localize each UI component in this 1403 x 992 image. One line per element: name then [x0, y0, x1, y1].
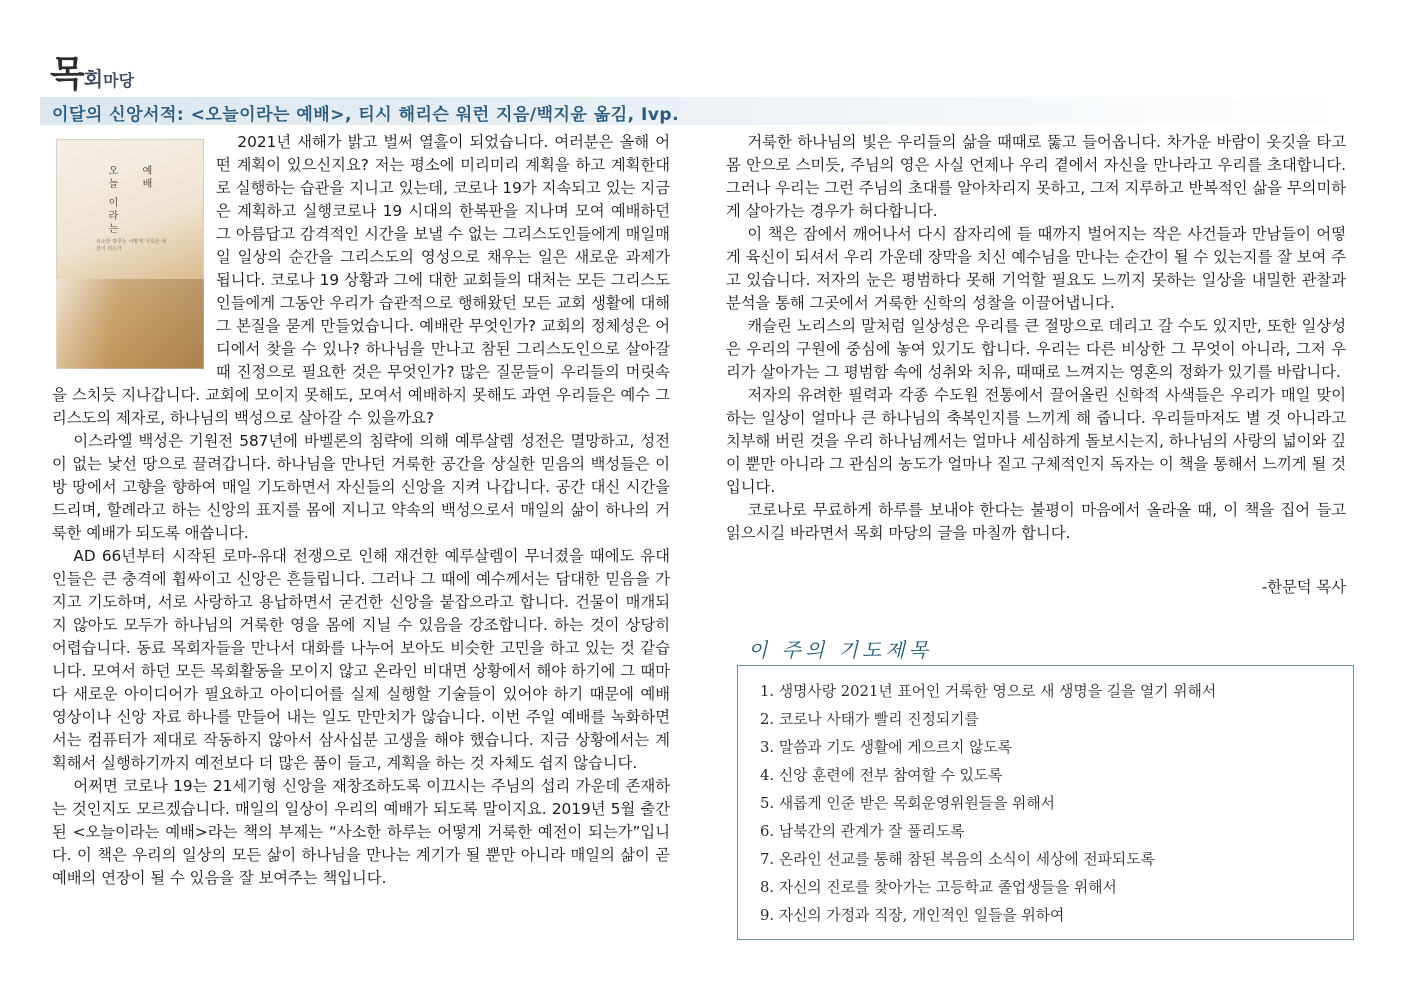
logo-char-mok: 목 [50, 53, 84, 95]
prayer-item: 9. 자신의 가정과 직장, 개인적인 일들을 위하여 [760, 907, 1065, 924]
book-cover-image [56, 139, 204, 369]
right-paragraph-3: 캐슬린 노리스의 말처럼 일상성은 우리를 큰 절망으로 데리고 갈 수도 있지만, 또한 일상성은 우리의 구원에 중심에 놓여 있기도 합니다. 우리는 다른 비상한 그 무엇이 아니라, 그저 우리가 살아가는 그 평범함 속에 성취와 치유, 때때로 느껴지는 영혼의 정화가 있기를 바랍니다. [726, 317, 1346, 381]
book-title-bar [40, 97, 1350, 125]
prayer-item: 2. 코로나 사태가 빨리 진정되기를 [760, 711, 979, 728]
prayer-item: 6. 남북간의 관계가 잘 풀리도록 [760, 823, 965, 840]
right-paragraph-5: 코로나로 무료하게 하루를 보내야 한다는 불평이 마음에서 올라올 때, 이 책을 집어 들고 읽으시길 바라면서 목회 마당의 글을 마칠까 합니다. [726, 501, 1346, 542]
book-cover-subtitle: 사소한 하루는 어떻게 거룩한 예전이 되는가 [96, 239, 166, 252]
prayer-item: 1. 생명사랑 2021년 표어인 거룩한 영으로 새 생명을 길을 열기 위해서 [760, 683, 1217, 700]
right-paragraph-1: 거룩한 하나님의 빛은 우리들의 삶을 때때로 뚫고 들어옵니다. 차가운 바람이 옷깃을 타고 몸 안으로 스미듯, 주님의 영은 사실 언제나 우리 곁에서 자신을 만나라고 우리를 초대합니다. 그러나 우리는 그런 주님의 초대를 알아차리지 못하고, 그저 지루하고 반복적인 삶을 무의미하게 살아가는 경우가 허다합니다. [726, 133, 1346, 220]
left-paragraph-4: 어쩌면 코로나 19는 21세기형 신앙을 재창조하도록 이끄시는 주님의 섭리 가운데 존재하는 것인지도 모르겠습니다. 매일의 일상이 우리의 예배가 되도록 말이지요. 2019년 5월 출간된 <오늘이라는 예배>라는 책의 부제는 “사소한 하루는 어떻게 거룩한 예전이 되는가”입니다. 이 책은 우리의 일상의 모든 삶이 하나님을 만나는 계기가 될 뿐만 아니라 매일의 삶이 곧 예배의 연장이 될 수 있음을 잘 보여주는 책입니다. [52, 777, 670, 887]
book-cover-texture [56, 279, 204, 369]
left-paragraph-1: 2021년 새해가 밝고 벌써 열흘이 되었습니다. 여러분은 올해 어떤 계획이 있으신지요? 저는 평소에 미리미리 계획을 하고 계획한대로 실행하는 습관을 지니고 있는데, 코로나 19가 지속되고 있는 지금은 계획하고 실행코로나 19 시대의 한복판을 지나며 모여 예배하던 그 아름답고 감격적인 시간을 보낼 수 없는 그리스도인들에게 매일매일 일상의 순간을 그리스도의 영성으로 채우는 일은 새로운 과제가 됩니다. 코로나 19 상황과 그에 대한 교회들의 대처는 모든 그리스도인들에게 그동안 우리가 습관적으로 행해왔던 모든 교회 생활에 대해 그 본질을 묻게 만들었습니다. 예배란 무엇인가? 교회의 정체성은 어디에서 찾을 수 있나? 하나님을 만나고 참된 그리스도인으로 살아갈 때 진정으로 필요한 것은 무엇인가? 많은 질문들이 우리들의 머릿속을 스치듯 지나갑니다. 교회에 모이지 못해도, 모여서 예배하지 못해도 과연 우리들은 예수 그리스도의 제자로, 하나님의 백성으로 살아갈 수 있을까요? [52, 133, 670, 427]
prayer-item: 3. 말씀과 기도 생활에 게으르지 않도록 [760, 739, 1013, 756]
right-column [726, 131, 1346, 545]
prayer-item: 5. 새롭게 인준 받은 목회운영위원들을 위해서 [760, 795, 1055, 812]
left-paragraph-3: AD 66년부터 시작된 로마-유대 전쟁으로 인해 재건한 예루살렘이 무너졌을 때에도 유대인들은 큰 충격에 휩싸이고 신앙은 흔들립니다. 그러나 그 때에 예수께서는 담대한 믿음을 가지고 기도하며, 서로 사랑하고 용납하면서 굳건한 신앙을 붙잡으라고 합니다. 건물이 매개되지 않아도 모두가 하나님의 거룩한 영을 몸에 지닐 수 있음을 강조합니다. 하는 것이 상당히 어렵습니다. 동료 목회자들을 만나서 대화를 나누어 보아도 비슷한 고민을 하고 있는 것 같습니다. 모여서 하던 모든 목회활동을 모이지 않고 온라인 비대면 상황에서 해야 하기에 그 때마다 새로운 아이디어가 필요하고 아이디어를 실제 실행할 기술들이 있어야 하기 때문에 예배 영상이나 신앙 자료 하나를 만들어 내는 일도 만만치가 않습니다. 이번 주일 예배를 녹화하면서는 컴퓨터가 제대로 작동하지 않아서 삼사십분 고생을 해야 했습니다. 지금 상황에서는 계획해서 실행하기까지 예전보다 더 많은 품이 들고, 계획을 하는 것 자체도 쉽지 않습니다. [52, 547, 670, 772]
section-logo [50, 46, 134, 96]
prayer-item: 7. 온라인 선교를 통해 참된 복음의 소식이 세상에 전파되도록 [760, 851, 1155, 868]
logo-madang: 마당 [103, 71, 135, 90]
prayer-heading: 이 주의 기도제목 [748, 638, 932, 662]
left-column [52, 131, 670, 890]
book-cover-title-2: 예배 [140, 165, 151, 191]
right-paragraph-4: 저자의 유려한 필력과 각종 수도원 전통에서 끌어올린 신학적 사색들은 우리가 매일 맞이하는 일상이 얼마나 큰 하나님의 축복인지를 느끼게 해 줍니다. 우리들마저도 별 것 아니라고 치부해 버린 것을 우리 하나님께서는 얼마나 세심하게 돌보시는지, 하나님의 사랑의 넓이와 깊이 뿐만 아니라 그 관심의 농도가 얼마나 짙고 구체적인지 독자는 이 책을 통해서 느끼게 될 것입니다. [726, 386, 1346, 496]
prayer-item: 4. 신앙 훈련에 전부 참여할 수 있도록 [760, 767, 1003, 784]
left-paragraph-2: 이스라엘 백성은 기원전 587년에 바벨론의 침략에 의해 예루살렘 성전은 멸망하고, 성전이 없는 낯선 땅으로 끌려갑니다. 하나님을 만나던 거룩한 공간을 상실한 믿음의 백성들은 이방 땅에서 고향을 향하여 매일 기도하면서 자신들의 신앙을 지켜 나갑니다. 공간 대신 시간을 드리며, 할례라고 하는 신앙의 표지를 몸에 지니고 약속의 백성으로서 매일의 삶이 하나의 거룩한 예배가 되도록 애씁니다. [52, 432, 670, 542]
book-title: 이달의 신앙서적: <오늘이라는 예배>, 티시 해리슨 워런 지음/백지윤 옮김, Ivp. [52, 105, 680, 125]
prayer-list-box [737, 665, 1354, 940]
book-cover-title: 오늘 이라는 [106, 165, 117, 237]
logo-char-hoe: 회 [83, 67, 104, 91]
right-paragraph-2: 이 책은 잠에서 깨어나서 다시 잠자리에 들 때까지 벌어지는 작은 사건들과 만남들이 어떻게 육신이 되셔서 우리 가운데 장막을 치신 예수님을 만나는 순간이 될 수 있는지를 잘 보여 주고 있습니다. 저자의 눈은 평범하다 못해 기억할 필요도 느끼지 못하는 일상을 내밀한 관찰과 분석을 통해 그곳에서 거룩한 신학의 성찰을 이끌어냅니다. [726, 225, 1346, 312]
prayer-list [738, 678, 1353, 930]
prayer-item: 8. 자신의 진로를 찾아가는 고등학교 졸업생들을 위해서 [760, 879, 1117, 896]
author-signature: -한문덕 목사 [1261, 578, 1346, 596]
